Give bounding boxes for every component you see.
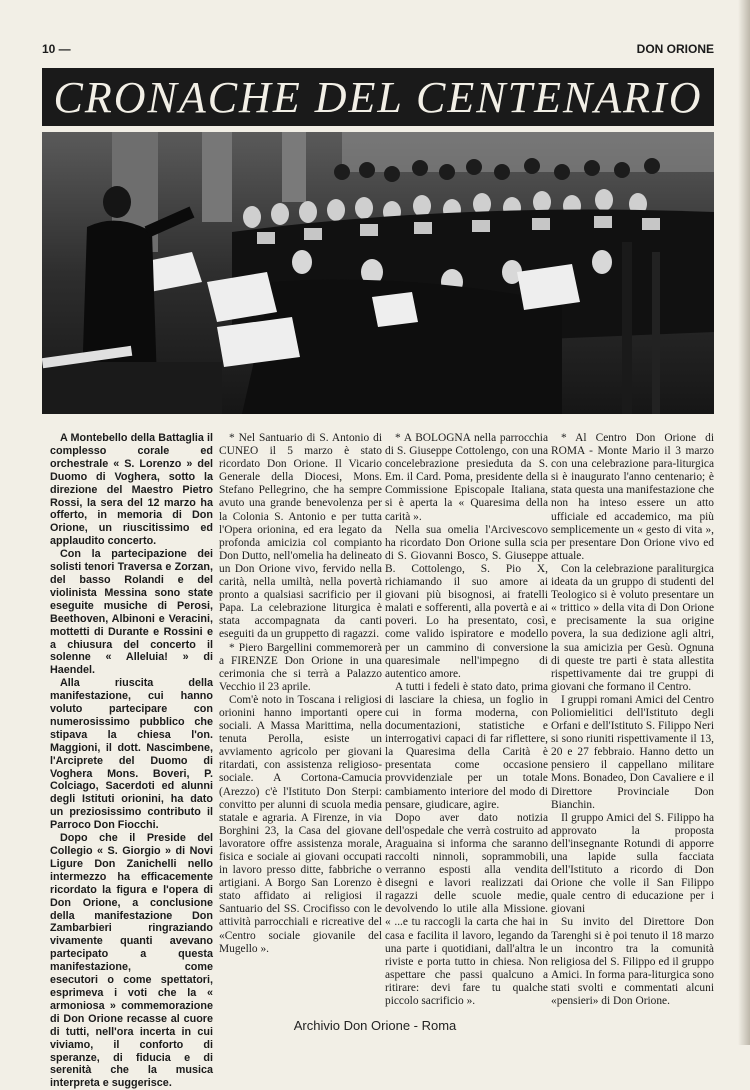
- page-number: 10 —: [42, 42, 71, 56]
- paragraph: A Montebello della Battaglia il complesso corale ed orchestrale « S. Lorenzo » del Duomo di Voghera, sotto la direzione del Maestro Pietro Rossi, la sera del 12 marzo ha offerto, in memoria di Don Orione, un riuscitissimo ed applaudito concerto.: [50, 432, 213, 548]
- archive-footer: Archivio Don Orione - Roma: [293, 1018, 457, 1033]
- photo-illustration: [42, 132, 714, 414]
- magazine-name: DON ORIONE: [636, 42, 714, 56]
- article-column-4: [551, 432, 714, 1008]
- paragraph: Con la partecipazione dei solisti tenori Traversa e Zorzan, del basso Rolandi e del violinista Messina sono state eseguite musiche di Perosi, Beethoven, Albinoni e Veracini, mottetti di Durante e Rossini e a chiusura del concerto il solenne « Alleluia! » di Haendel.: [50, 548, 213, 677]
- paragraph: Dopo aver dato notizia dell'ospedale che verrà costruito ad Araguaina si informa che saranno raccolti ninnoli, soprammobili, verranno esposti alla vendita disegni e lavori realizzati dai ragazzi delle scuole medie, devolvendo lo utile alla Missione. « ...e tu raccogli la carta che hai in casa e facilita il lavoro, legando da una parte i quotidiani, dall'altra le riviste e porta tutto in chiesa. Non aspettare che passi qualcuno a ritirare: devi fare tu qualche piccolo sacrificio ».: [385, 811, 548, 1008]
- running-header: [42, 42, 714, 60]
- choir-concert-photo: [42, 132, 714, 414]
- paragraph: * A BOLOGNA nella parrocchia di S. Giuseppe Cottolengo, con una concelebrazione presieduta da S. Em. il Card. Poma, presidente della Commissione Episcopale Italiana, si è aperta la « Quaresima della carità ».: [385, 432, 548, 523]
- paragraph: * Piero Bargellini commemorerà a FIRENZE Don Orione in una cerimonia che si terrà a Palazzo Vecchio il 23 aprile.: [219, 641, 382, 693]
- paragraph: Il gruppo Amici del S. Filippo ha approvato la proposta dell'insegnante Rotundi di apporre una lapide sulla facciata dell'Istituto a ricordo di Don Orione che volle il San Filippo quale centro di educazione per i giovani: [551, 811, 714, 916]
- paragraph: Com'è noto in Toscana i religiosi orionini hanno importanti opere sociali. A Massa Marittima, nella tenuta Perolla, esiste un avviamento agricolo per giovani ritardati, con assistenza religioso-sociale. A Cortona-Camucia (Arezzo) c'è l'Istituto Don Sterpi: convitto per alunni di scuola media statale e agraria. A Firenze, in via Borghini 23, la Casa del giovane lavoratore offre assistenza morale, fisica e sociale ai giovani occupati in lavoro presso ditte, fabbriche o artigiani. A Borgo San Lorenzo è stato affidato ai religiosi il Santuario del SS. Crocifisso con le attività parrocchiali e ricreative del «Centro sociale giovanile del Mugello ».: [219, 693, 382, 955]
- paragraph: Alla riuscita della manifestazione, cui hanno voluto partecipare con numerosissimo pubblico che stipava la chiesa l'on. Maggioni, il dott. Nascimbene, l'Arciprete del Duomo di Voghera Mons. Boveri, P. Colciago, Sacerdoti ed alunni degli Istituti orionini, ha dato un preziosissimo contributo il Parroco Don Fiocchi.: [50, 677, 213, 832]
- paragraph: A tutti i fedeli è stato dato, prima di lasciare la chiesa, un foglio in cui in forma moderna, con documentazioni, statistiche e interrogativi capaci di far riflettere, la Quaresima della Carità è presentata come occasione provvidenziale per un totale cambiamento interiore del modo di pensare, giudicare, agire.: [385, 680, 548, 811]
- paragraph: Dopo che il Preside del Collegio « S. Giorgio » di Novi Ligure Don Zanichelli nello intermezzo ha efficacemente ricordato la figura e l'opera di Don Orione, a conclusione della manifestazione Don Zambarbieri ringraziando vivamente quanti avevano partecipato a questa manifestazione, come esecutori o come spettatori, esprimeva i voti che la « armoniosa » commemorazione di Don Orione recasse al cuore di tutti, nell'ora incerta in cui viviamo, il conforto di speranze, di fiducia e di serenità che la musica interpreta e suggerisce.: [50, 832, 213, 1090]
- paragraph: I gruppi romani Amici del Centro Poliomielitici dell'Istituto degli Orfani e dell'Istituto S. Filippo Neri si sono riuniti rispettivamente il 13, 20 e 27 febbraio. Hanno detto un pensiero il cappellano militare Mons. Bonadeo, Don Cavaliere e il Direttore Provinciale Don Bianchin.: [551, 693, 714, 811]
- page-edge-shadow: [738, 0, 750, 1045]
- paragraph: Su invito del Direttore Don Tarenghi si è poi tenuto il 18 marzo un incontro tra la comunità religiosa del S. Filippo ed il gruppo Amici. In forma para-liturgica sono stati svolti e commentati alcuni «pensieri» di Don Orione.: [551, 916, 714, 1008]
- paragraph: * Nel Santuario di S. Antonio di CUNEO il 5 marzo è stato ricordato Don Orione. Il Vicario Generale della Diocesi, Mons. Stefano Pellegrino, che ha sempre avuto una grande benevolenza per la Colonia S. Antonio e per tutta l'Opera orionina, ed era legato da profonda amicizia col compianto Don Dutto, nell'omelia ha delineato un Don Orione vivo, fervido nella carità, nella umiltà, nella povertà pronto a qualsiasi sacrificio per il Papa. La celebrazione liturgica è stata accompagnata da canti eseguiti da un gruppetto di ragazzi.: [219, 432, 382, 641]
- section-banner: [42, 68, 714, 126]
- paragraph: Nella sua omelia l'Arcivescovo ha ricordato Don Orione sulla scia di S. Giovanni Bosco, S. Giuseppe B. Cottolengo, S. Pio X, richiamando il suo amore ai giovani più bisognosi, ai fratelli malati e sofferenti, alla povertà e ai poveri. Lo ha presentato, così, come valido ispiratore e modello per un cammino di conversione quaresimale nell'impegno di autentico amore.: [385, 523, 548, 680]
- article-column-1: [50, 432, 213, 1090]
- section-title: CRONACHE DEL CENTENARIO: [53, 72, 703, 122]
- article-column-3: [385, 432, 548, 1008]
- article-column-2: [219, 432, 382, 997]
- paragraph: * Al Centro Don Orione di ROMA - Monte Mario il 3 marzo con una celebrazione para-liturgica si è inaugurato l'anno centenario; è stata questa una manifestazione che non ha inteso essere un atto ufficiale ed accademico, ma più semplicemente un « gesto di vita », per presentare Don Orione vivo ed attuale.: [551, 432, 714, 562]
- paragraph: Con la celebrazione paraliturgica ideata da un gruppo di studenti del Teologico si è voluto presentare un « trittico » della vita di Don Orione e precisamente la sua origine povera, la sua dedizione agli altri, la sua amicizia per Gesù. Ognuna di queste tre parti è stata allestita rispettivamente dai tre gruppi di giovani che formano il Centro.: [551, 562, 714, 693]
